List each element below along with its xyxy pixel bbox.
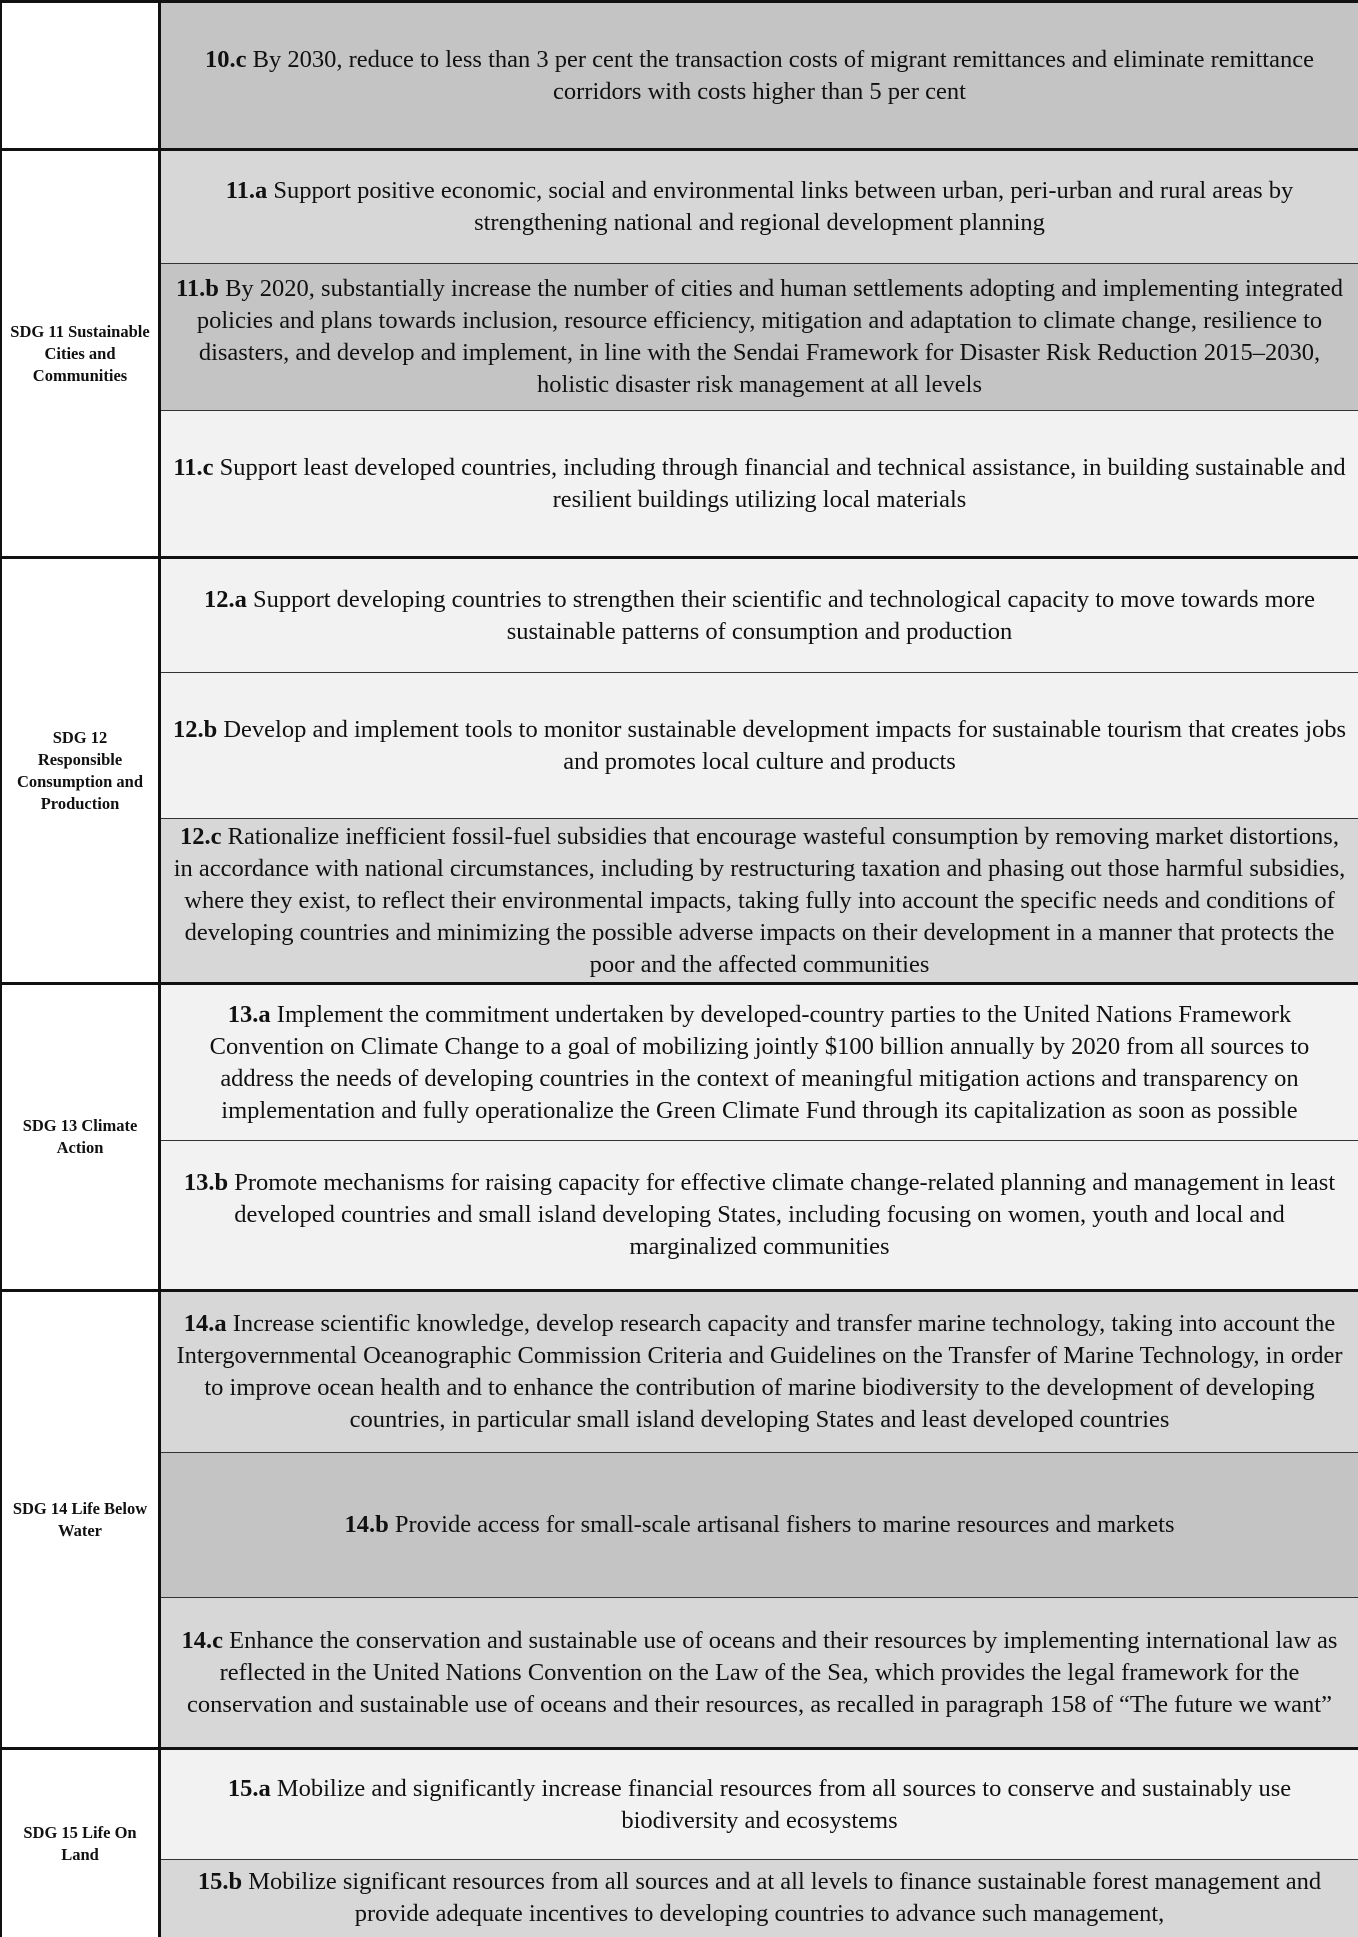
- target-code: 15.b: [197, 1868, 243, 1895]
- target-code: 13.b: [183, 1169, 229, 1196]
- target-description: Mobilize and significantly increase financial resources from all sources to conserve and sustainably use biodiversity and ecosystems: [276, 1774, 1292, 1834]
- target-cell-12a: [161, 556, 1358, 672]
- target-cell-14b: [161, 1452, 1358, 1597]
- target-description: Mobilize significant resources from all sources and at all levels to finance sustainable forest management and provide adequate incentives to developing countries to advance such management,: [248, 1868, 1322, 1927]
- target-text: [171, 584, 1348, 648]
- target-code: 15.a: [227, 1774, 271, 1802]
- target-cell-11c: [161, 410, 1358, 556]
- target-code: 11.c: [173, 453, 214, 481]
- target-code: 14.c: [181, 1626, 224, 1654]
- target-text: [344, 1509, 1174, 1541]
- target-text: [171, 452, 1348, 516]
- target-cell-11b: [161, 263, 1358, 410]
- target-description: Support positive economic, social and environmental links between urban, peri-urban and rural areas by strengthening national and regional development planning: [273, 177, 1294, 236]
- target-description: By 2020, substantially increase the number of cities and human settlements adopting and implementing integrated policies and plans towards inclusion, resource efficiency, mitigation and adaptation to climate change, resilience to disasters, and develop and implement, in line with the Sendai Framework for Disaster Risk Reduction 2015–2030, holistic disaster risk management at all levels: [196, 275, 1343, 398]
- goal-label-cell: [2, 148, 161, 556]
- target-text: [171, 1308, 1348, 1436]
- target-cell-14c: [161, 1597, 1358, 1747]
- target-description: Promote mechanisms for raising capacity for effective climate change-related planning and management in least developed countries and small island developing States, including focusing on women, youth and local and marginalized communities: [234, 1169, 1336, 1260]
- goal-label-cell: [2, 556, 161, 982]
- goal-label: SDG 11 Sustainable Cities and Communities: [10, 321, 150, 385]
- target-cell-15b: [161, 1859, 1358, 1937]
- target-description: Provide access for small-scale artisanal fishers to marine resources and markets: [394, 1511, 1175, 1538]
- target-text: [171, 273, 1348, 401]
- target-text: [171, 175, 1348, 239]
- target-code: 11.a: [225, 177, 268, 204]
- goal-label: SDG 15 Life On Land: [23, 1822, 137, 1864]
- target-text: [171, 1167, 1348, 1263]
- goal-label: SDG 14 Life Below Water: [12, 1498, 148, 1540]
- target-cell-13a: [161, 982, 1358, 1140]
- target-code: 10.c: [205, 45, 247, 73]
- target-code: 12.c: [180, 822, 222, 850]
- target-description: Develop and implement tools to monitor sustainable development impacts for sustainable tourism that creates jobs and promotes local culture and products: [223, 715, 1347, 775]
- goal-label-cell: [2, 1747, 161, 1937]
- target-description: Increase scientific knowledge, develop research capacity and transfer marine technology, taking into account the Intergovernmental Oceanographic Commission Criteria and Guidelines on the Transfer of Marine Technology, in order to improve ocean health and to enhance the contribution of marine biodiversity to the development of developing countries, in particular small island developing States and least developed countries: [176, 1310, 1343, 1433]
- target-description: Enhance the conservation and sustainable use of oceans and their resources by implementing international law as reflected in the United Nations Convention on the Law of the Sea, which provides the legal framework for the conservation and sustainable use of oceans and their resources, as recalled in paragraph 158 of “The future we want”: [187, 1626, 1338, 1718]
- target-text: [171, 1866, 1348, 1930]
- target-code: 14.a: [183, 1310, 227, 1337]
- goal-label-cell: [2, 1289, 161, 1747]
- target-code: 14.b: [344, 1511, 389, 1538]
- target-cell-11a: [161, 148, 1358, 263]
- goal-label-cell: [2, 0, 161, 148]
- target-code: 11.b: [176, 275, 219, 302]
- target-cell-13b: [161, 1140, 1358, 1289]
- target-cell-10c: [161, 0, 1358, 148]
- target-text: [171, 44, 1348, 108]
- goal-label: SDG 13 Climate Action: [22, 1116, 138, 1157]
- target-text: [171, 714, 1348, 778]
- target-cell-12b: [161, 672, 1358, 818]
- goal-label: SDG 12 Responsible Consumption and Production: [16, 727, 144, 813]
- target-cell-15a: [161, 1747, 1358, 1859]
- target-code: 13.a: [227, 1000, 271, 1028]
- target-description: By 2030, reduce to less than 3 per cent the transaction costs of migrant remittances and eliminate remittance corridors with costs higher than 5 per cent: [252, 45, 1314, 105]
- target-code: 12.b: [172, 715, 218, 743]
- target-text: [171, 1625, 1348, 1721]
- target-description: Rationalize inefficient fossil-fuel subsidies that encourage wasteful consumption by removing market distortions, in accordance with national circumstances, including by restructuring taxation and phasing out those harmful subsidies, where they exist, to reflect their environmental impacts, taking fully into account the specific needs and conditions of developing countries and minimizing the possible adverse impacts on their development in a manner that protects the poor and the affected communities: [173, 822, 1346, 978]
- target-text: [171, 1773, 1348, 1837]
- target-description: Support developing countries to strengthen their scientific and technological capacity to move towards more sustainable patterns of consumption and production: [252, 585, 1316, 645]
- target-text: [171, 999, 1348, 1127]
- target-cell-12c: [161, 818, 1358, 982]
- target-description: Support least developed countries, including through financial and technical assistance, in building sustainable and resilient buildings utilizing local materials: [219, 453, 1346, 513]
- goal-label-cell: [2, 982, 161, 1289]
- target-text: [171, 821, 1348, 981]
- target-code: 12.a: [203, 585, 247, 613]
- target-description: Implement the commitment undertaken by developed-country parties to the United Nations Framework Convention on Climate Change to a goal of mobilizing jointly $100 billion annually by 2020 from all sources to address the needs of developing countries in the context of meaningful mitigation actions and transparency on implementation and fully operationalize the Green Climate Fund through its capitalization as soon as possible: [209, 1000, 1310, 1124]
- target-cell-14a: [161, 1289, 1358, 1452]
